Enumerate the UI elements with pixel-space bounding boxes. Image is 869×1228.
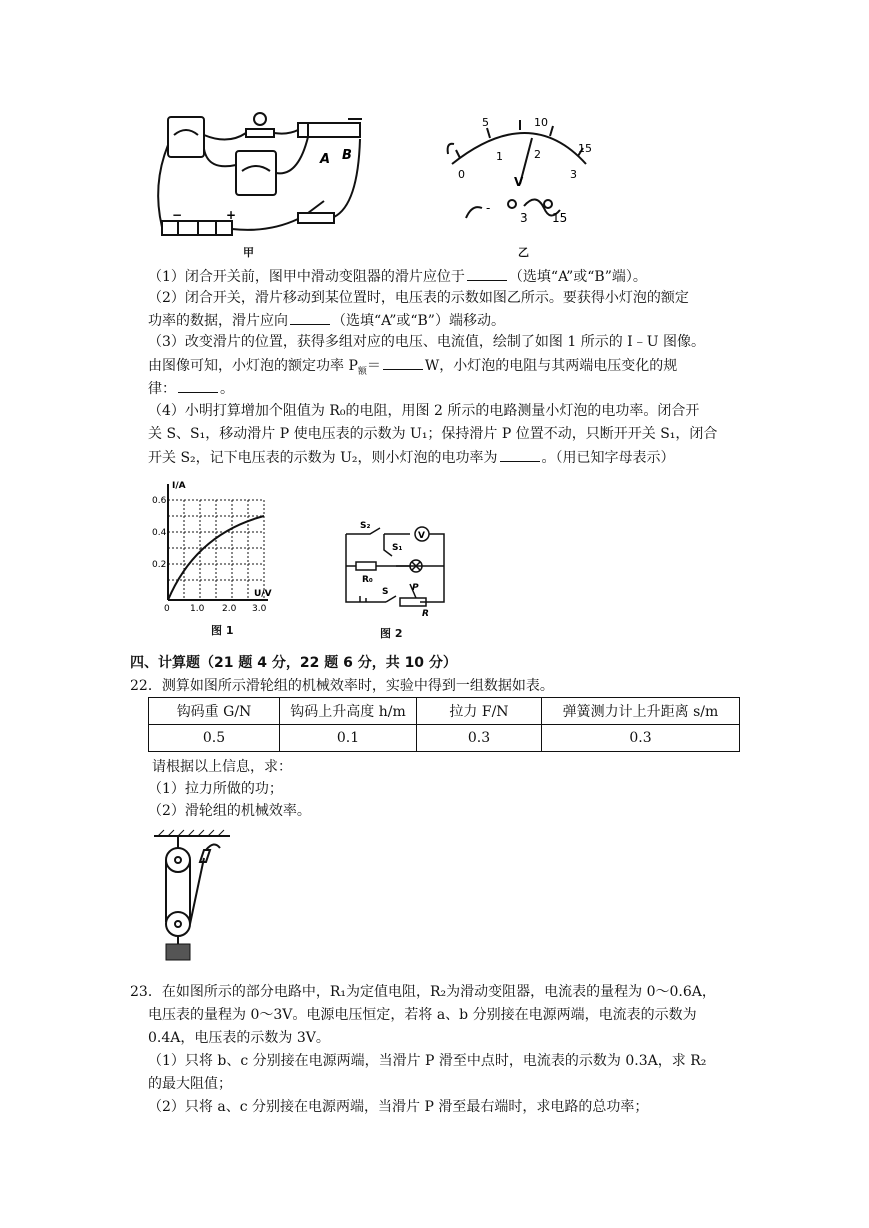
q21-part2-line1: （2）闭合开关，滑片移动到某位置时，电压表的示数如图乙所示。要获得小灯泡的额定 (148, 290, 689, 306)
fig2-label-s1: S₁ (392, 543, 403, 553)
fig1-y-axis-label: I/A (172, 481, 186, 491)
q23-sub1-line2: 的最大阻值； (148, 1076, 232, 1092)
fig1-caption: 图 1 (211, 624, 234, 637)
fig2-label-s2: S₂ (360, 521, 371, 531)
table-header-cell: 拉力 F/N (417, 698, 542, 725)
fig2-label-s: S (382, 587, 389, 597)
q21-part1: （1）闭合开关前，图甲中滑动变阻器的滑片应位于 （选填“A”或“B”端）。 (148, 266, 647, 287)
q21-part4-line3: 开关 S₂，记下电压表的示数为 U₂，则小灯泡的电功率为 。（用已知字母表示） (148, 447, 675, 468)
q23-line1: 23．在如图所示的部分电路中，R₁为定值电阻，R₂为滑动变阻器，电流表的量程为 0～0.6A， (130, 984, 716, 1000)
figure-2-circuit (340, 510, 450, 620)
meter-bottom-tick-0: 0 (458, 168, 465, 181)
table-cell: 0.3 (417, 725, 542, 752)
q21-part3-line2: 由图像可知，小灯泡的额定功率 $P_额= W$，小灯泡的电阻与其两端电压变化的规 (148, 355, 677, 382)
table-header-cell: 钩码重 G/N (149, 698, 280, 725)
figure-yi-caption: 乙 (518, 246, 529, 259)
fig1-x-axis-label: U/V (254, 589, 272, 599)
answer-blank[interactable] (290, 310, 330, 325)
meter-bottom-tick-1: 1 (496, 150, 503, 163)
fig2-label-v: V (418, 531, 425, 541)
svg-text:−: − (172, 208, 183, 222)
figure-1-iu-graph (150, 478, 280, 618)
figure-jia-caption: 甲 (243, 246, 254, 259)
meter-top-tick-10: 10 (534, 116, 548, 129)
q23-sub2: （2）只将 a、c 分别接在电源两端，当滑片 P 滑至最右端时，求电路的总功率； (148, 1099, 649, 1115)
q23-line3: 0.4A，电压表的示数为 3V。 (148, 1030, 330, 1046)
fig1-x-tick: 3.0 (252, 604, 267, 614)
q22-stem: 22．测算如图所示滑轮组的机械效率时，实验中得到一组数据如表。 (130, 678, 554, 694)
table-row (149, 725, 740, 752)
answer-blank[interactable] (467, 266, 507, 281)
rheostat-label-a: A (320, 152, 331, 167)
table-cell: 0.5 (149, 725, 280, 752)
answer-blank[interactable] (500, 447, 540, 462)
fig1-x-tick: 2.0 (222, 604, 237, 614)
q21-part3-line1: （3）改变滑片的位置，获得多组对应的电压、电流值，绘制了如图 1 所示的 I﹣U 图像。 (148, 334, 705, 350)
fig1-y-tick: 0.6 (152, 496, 167, 506)
q21-part3-line3: 律： 。 (148, 378, 234, 399)
fig2-label-r0: R₀ (362, 575, 373, 585)
meter-top-tick-15: 15 (578, 142, 592, 155)
q22-prompt: 请根据以上信息，求： (152, 759, 292, 775)
q23-sub1-line1: （1）只将 b、c 分别接在电源两端，当滑片 P 滑至中点时，电流表的示数为 0.3A，求 R₂ (148, 1053, 707, 1069)
q21-part4-line1: （4）小明打算增加个阻值为 R₀的电阻，用图 2 所示的电路测量小灯泡的电功率。闭合开 (148, 403, 700, 419)
fig1-x-tick: 1.0 (190, 604, 205, 614)
fig1-y-tick: 0.4 (152, 528, 167, 538)
table-cell: 0.3 (542, 725, 740, 752)
q22-data-table (148, 697, 740, 752)
fig2-caption: 图 2 (380, 627, 403, 640)
answer-blank[interactable] (383, 355, 423, 370)
figure-yi-voltmeter (440, 112, 600, 252)
meter-top-tick-5: 5 (482, 116, 489, 129)
terminal-15: 15 (552, 211, 568, 225)
svg-text:+: + (226, 208, 237, 222)
answer-blank[interactable] (178, 378, 218, 393)
terminal-3: 3 (520, 211, 528, 225)
meter-bottom-tick-2: 2 (534, 148, 541, 161)
meter-unit: V (514, 175, 524, 189)
rheostat-label-b: B (342, 148, 352, 163)
fig1-y-tick: 0.2 (152, 560, 167, 570)
q22-sub2: （2）滑轮组的机械效率。 (148, 803, 311, 819)
q21-part4-line2: 关 S、S₁，移动滑片 P 使电压表的示数为 U₁；保持滑片 P 位置不动，只断开开关 S₁，闭合 (148, 426, 718, 442)
fig1-x-tick: 0 (164, 604, 170, 614)
figure-pulley-system (150, 828, 240, 973)
fig2-label-p: P (412, 583, 419, 593)
table-header-row (149, 698, 740, 725)
table-header-cell: 钩码上升高度 h/m (280, 698, 417, 725)
section-4-heading: 四、计算题（21 题 4 分，22 题 6 分，共 10 分） (130, 655, 457, 671)
meter-bottom-tick-3: 3 (570, 168, 577, 181)
terminal-minus: - (486, 201, 491, 215)
table-cell: 0.1 (280, 725, 417, 752)
table-header-cell: 弹簧测力计上升距离 s/m (542, 698, 740, 725)
q23-line2: 电压表的量程为 0～3V。电源电压恒定，若将 a、b 分别接在电源两端，电流表的示数为 (148, 1007, 697, 1023)
fig2-label-r: R (422, 609, 429, 619)
q21-part2-line2: 功率的数据，滑片应向 （选填“A”或“B”）端移动。 (148, 310, 505, 331)
figure-jia-circuit (148, 105, 378, 265)
q22-sub1: （1）拉力所做的功； (148, 781, 283, 797)
